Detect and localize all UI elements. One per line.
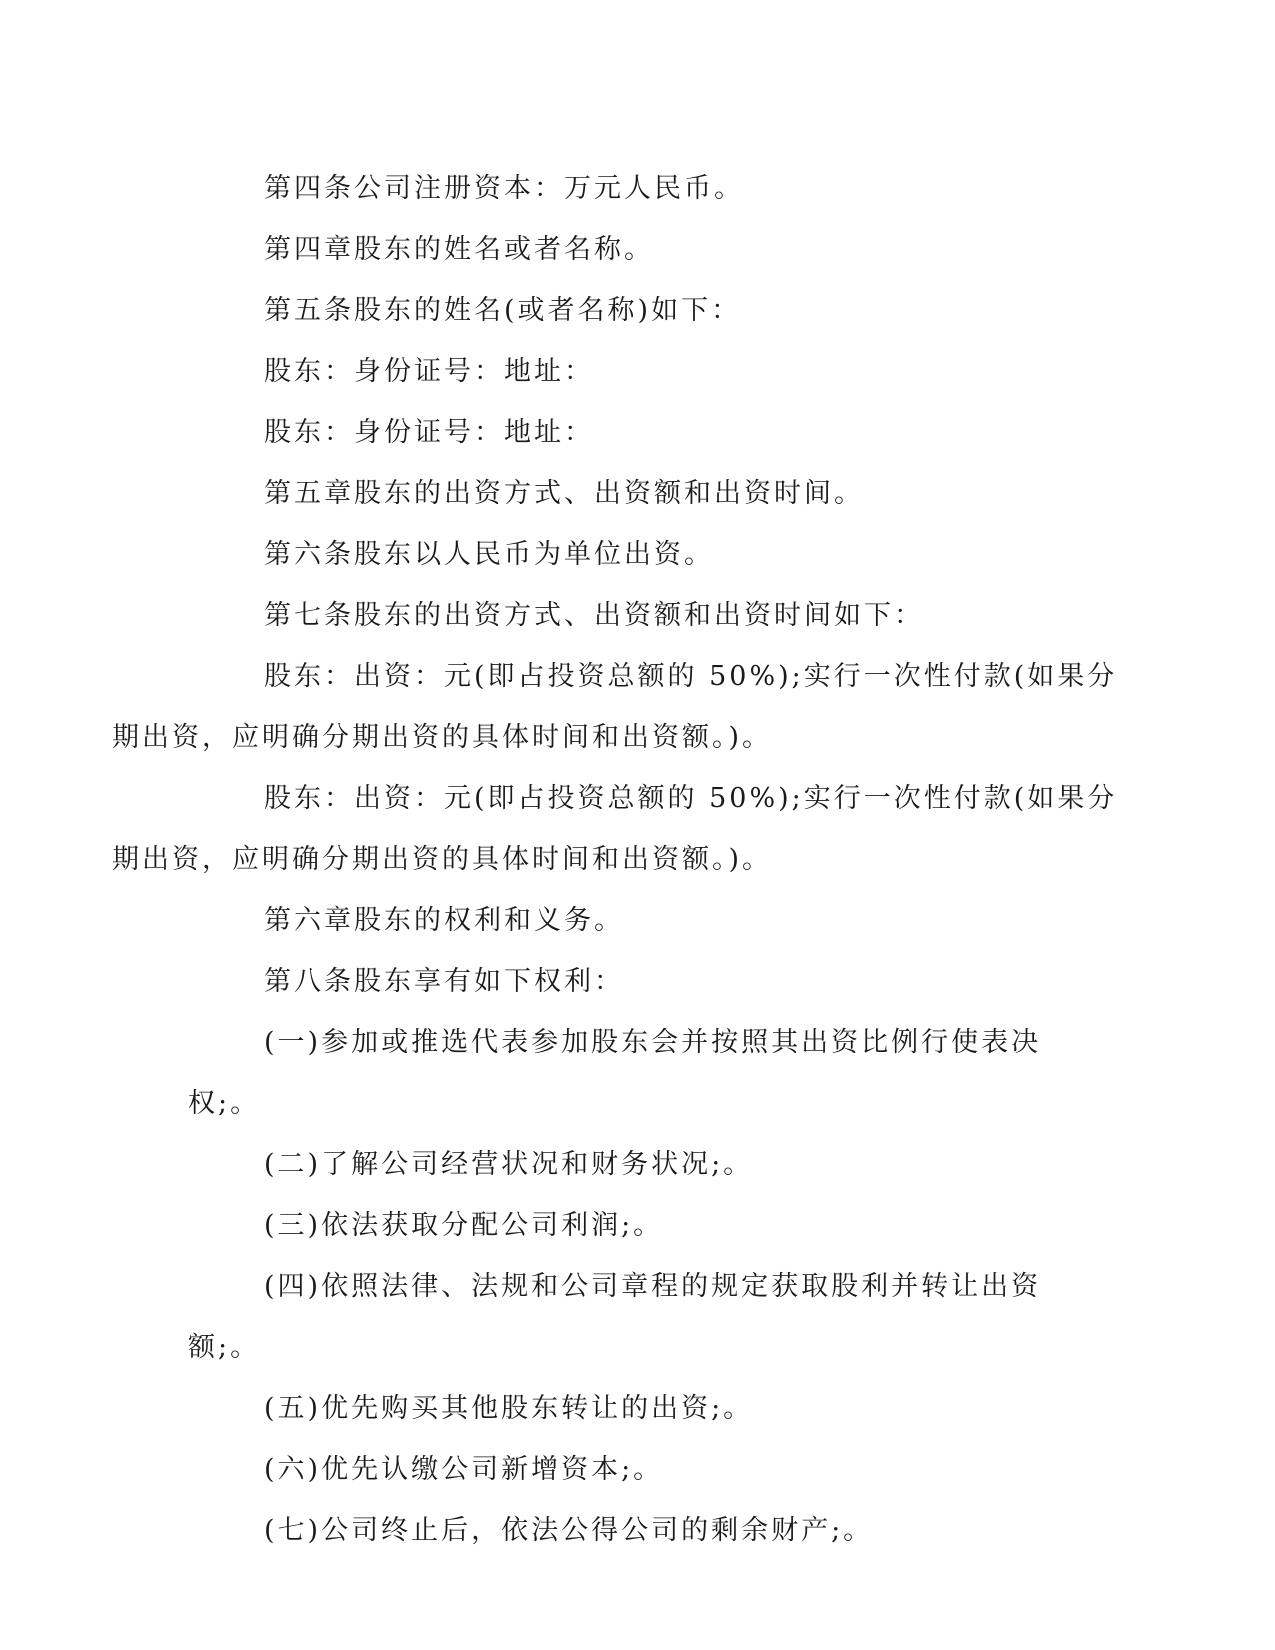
document-body [112, 158, 1118, 1561]
right-item: (六)优先认缴公司新增资本;。 [264, 1454, 664, 1485]
chapter-5-heading: 第五章股东的出资方式、出资额和出资时间。 [264, 478, 864, 509]
article-5-shareholders: 第五条股东的姓名(或者名称)如下： [264, 295, 742, 326]
article-8-rights-intro: 第八条股东享有如下权利： [264, 966, 624, 997]
chapter-4-heading: 第四章股东的姓名或者名称。 [264, 234, 654, 265]
shareholder-contribution-1 [112, 646, 1118, 768]
right-item: (五)优先购买其他股东转让的出资;。 [264, 1393, 754, 1424]
article-7-contribution: 第七条股东的出资方式、出资额和出资时间如下： [264, 600, 924, 631]
contribution-1-line-2: 期出资，应明确分期出资的具体时间和出资额。)。 [112, 722, 773, 753]
article-6-currency: 第六条股东以人民币为单位出资。 [264, 539, 714, 570]
shareholder-info-line: 股东：身份证号：地址： [264, 417, 594, 448]
chapter-6-heading: 第六章股东的权利和义务。 [264, 905, 624, 936]
right-item: (四)依照法律、法规和公司章程的规定获取股利并转让出资额;。 [188, 1271, 1042, 1363]
contribution-2-line-2: 期出资，应明确分期出资的具体时间和出资额。)。 [112, 844, 773, 875]
article-4-capital: 第四条公司注册资本：万元人民币。 [264, 173, 744, 204]
right-item: (三)依法获取分配公司利润;。 [264, 1210, 664, 1241]
shareholder-contribution-2 [112, 768, 1118, 890]
right-item: (一)参加或推选代表参加股东会并按照其出资比例行使表决权;。 [188, 1027, 1042, 1119]
contribution-2-line-1: 股东：出资：元(即占投资总额的 50%);实行一次性付款(如果分 [264, 783, 1118, 814]
contribution-1-line-1: 股东：出资：元(即占投资总额的 50%);实行一次性付款(如果分 [264, 661, 1118, 692]
right-item: (七)公司终止后，依法公得公司的剩余财产;。 [264, 1515, 874, 1546]
shareholder-info-line: 股东：身份证号：地址： [264, 356, 594, 387]
right-item: (二)了解公司经营状况和财务状况;。 [264, 1149, 754, 1180]
